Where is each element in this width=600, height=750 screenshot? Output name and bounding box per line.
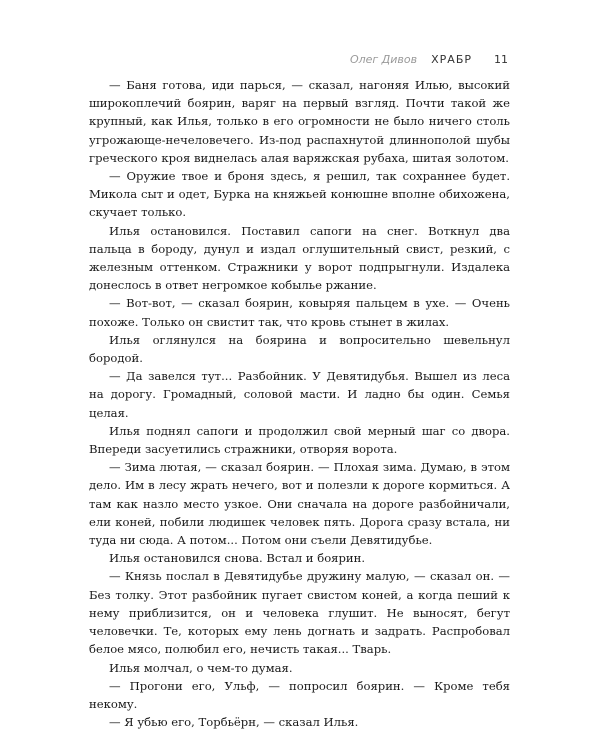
paragraph: Илья остановился. Поставил сапоги на снег. Воткнул два пальца в бороду, дунул и издал оглушительный свист, резкий, с железным оттенком. Стражники у ворот подпрыгнули. Издалека донеслось в ответ негромкое кобылье ржание. (89, 223, 510, 293)
body-text (89, 76, 510, 731)
page-number: 11 (494, 53, 508, 66)
running-header (350, 53, 508, 66)
paragraph: — Зима лютая, — сказал боярин. — Плохая зима. Думаю, в этом дело. Им в лесу жрать нечего, вот и полезли к дороге кормиться. А там как назло место узкое. Они сначала на дороге разбойничали, ели коней, побили людишек человек пять. Дорога сразу встала, ни туда ни сюда. А потом... Потом они съели Девятидубье. (89, 460, 510, 548)
paragraph: — Прогони его, Ульф, — попросил боярин. — Кроме тебя некому. (89, 678, 510, 711)
paragraph: — Оружие твое и броня здесь, я решил, так сохраннее будет. Микола сыт и одет, Бурка на княжьей конюшне вполне обихожена, скучает только. (89, 169, 510, 220)
paragraph: Илья остановился снова. Встал и боярин. (109, 551, 366, 566)
running-header-author: Олег Дивов (349, 53, 418, 66)
paragraph: Илья оглянулся на боярина и вопросительно шевельнул бородой. (89, 332, 510, 366)
paragraph: Илья молчал, о чем-то думая. (109, 660, 293, 675)
running-header-book-title: ХРАБР (431, 53, 472, 66)
paragraph: — Я убью его, Торбьёрн, — сказал Илья. (109, 715, 359, 730)
paragraph: — Князь послал в Девятидубье дружину малую, — сказал он. — Без толку. Этот разбойник пугает свистом коней, а когда пеший к нему приблизится, он и человека глушит. Не выносят, бегут человечки. Те, которых ему лень догнать и задрать. Распробовал белое мясо, полюбил его, нечисть такая... Тварь. (89, 569, 510, 657)
paragraph: Илья поднял сапоги и продолжил свой мерный шаг со двора. Впереди засуетились стражники, отворяя ворота. (89, 423, 510, 457)
paragraph: — Да завелся тут... Разбойник. У Девятидубья. Вышел из леса на дорогу. Громадный, соловой масти. И ладно бы один. Семья целая. (89, 369, 510, 420)
paragraph: — Вот-вот, — сказал боярин, ковыряя пальцем в ухе. — Очень похоже. Только он свистит так, что кровь стынет в жилах. (89, 296, 510, 329)
paragraph: — Баня готова, иди парься, — сказал, нагоняя Илью, высокий широкоплечий боярин, варяг на первый взгляд. Почти такой же крупный, как Илья, только в его огромности не было ничего столь угрожающе-нечеловечего. Из-под распахнутой длиннополой шубы греческого кроя виднелась алая варяжская рубаха, шитая золотом. (89, 78, 510, 165)
